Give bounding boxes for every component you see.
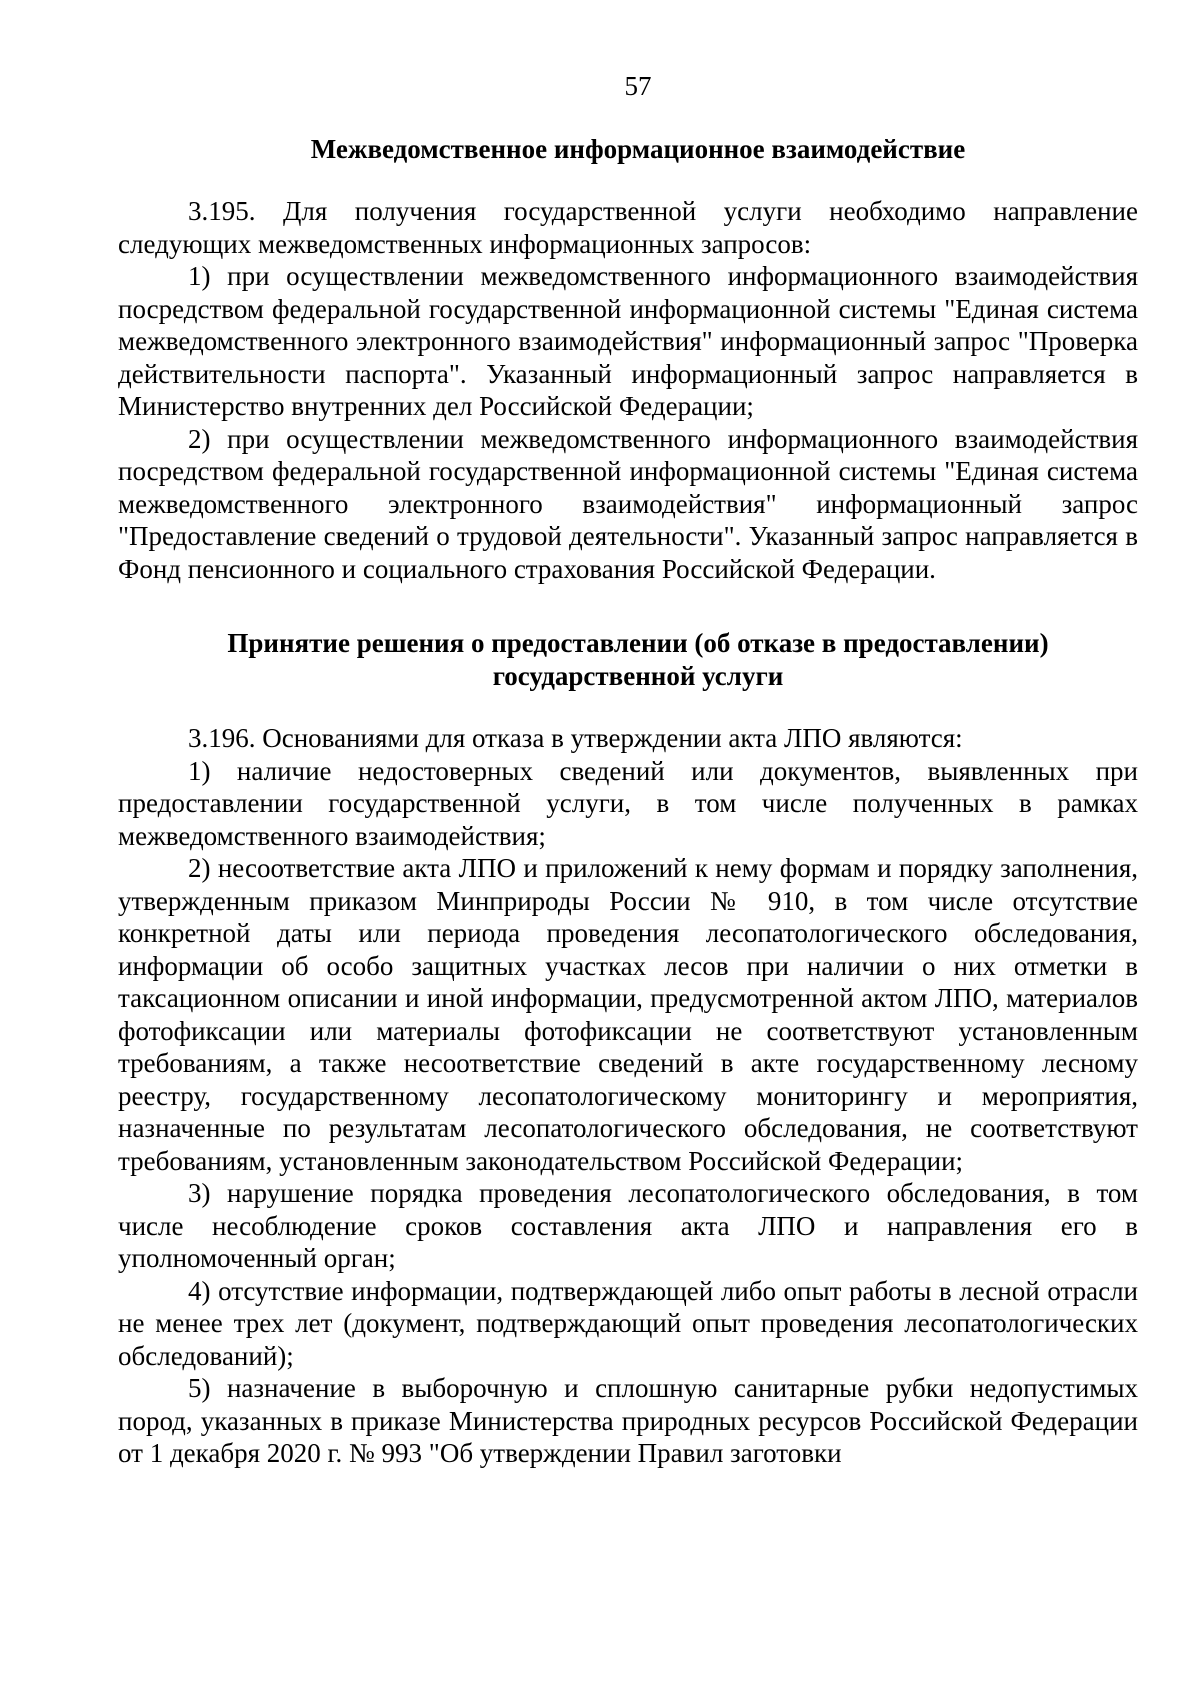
- section-heading-decision: [118, 627, 1138, 692]
- list-item-3-195-1: 1) при осуществлении межведомственного информационного взаимодействия посредством федеральной государственной информационной системы "Единая система межведомственного электронного взаимодействия" информационный запрос "Проверка действительности паспорта". Указанный информационный запрос направляется в Министерство внутренних дел Российской Федерации;: [118, 261, 1138, 421]
- list-item-3-196-5: 5) назначение в выборочную и сплошную санитарные рубки недопустимых пород, указанных в приказе Министерства природных ресурсов Российской Федерации от 1 декабря 2020 г. № 993 "Об утверждении Правил заготовки: [118, 1373, 1138, 1468]
- page-number: 57: [624, 71, 652, 101]
- paragraph-3-196: 3.196. Основаниями для отказа в утверждении акта ЛПО являются:: [188, 723, 963, 753]
- list-item-3-195-2: 2) при осуществлении межведомственного информационного взаимодействия посредством федеральной государственной информационной системы "Единая система межведомственного электронного взаимодействия" информационный запрос "Предоставление сведений о трудовой деятельности". Указанный запрос направляется в Фонд пенсионного и социального страхования Российской Федерации.: [118, 423, 1138, 584]
- list-item-3-196-4: 4) отсутствие информации, подтверждающей либо опыт работы в лесной отрасли не менее трех лет (документ, подтверждающий опыт проведения лесопатологических обследований);: [118, 1275, 1138, 1371]
- section-heading-decision-line2: государственной услуги: [492, 660, 784, 691]
- list-item-3-196-1: 1) наличие недостоверных сведений или документов, выявленных при предоставлении государственной услуги, в том числе полученных в рамках межведомственного взаимодействия;: [118, 755, 1138, 851]
- section-heading-decision-line1: Принятие решения о предоставлении (об отказе в предоставлении): [227, 628, 1049, 658]
- paragraph-3-195: 3.195. Для получения государственной услуги необходимо направление следующих межведомственных информационных запросов:: [118, 196, 1138, 259]
- list-item-3-196-3: 3) нарушение порядка проведения лесопатологического обследования, в том числе несоблюдение сроков составления акта ЛПО и направления его в уполномоченный орган;: [118, 1178, 1138, 1273]
- list-item-3-196-2: 2) несоответствие акта ЛПО и приложений к нему формам и порядку заполнения, утвержденным приказом Минприроды России № 910, в том числе отсутствие конкретной даты или периода проведения лесопатологического обследования, информации об особо защитных участках лесов при наличии о них отметки в таксационном описании и иной информации, предусмотренной актом ЛПО, материалов фотофиксации или материалы фотофиксации не соответствуют установленным требованиям, а также несоответствие сведений в акте государственному лесному реестру, государственному лесопатологическому мониторингу и мероприятия, назначенные по результатам лесопатологического обследования, не соответствуют требованиям, установленным законодательством Российской Федерации;: [118, 853, 1138, 1176]
- section-heading-interagency: Межведомственное информационное взаимодействие: [310, 133, 966, 164]
